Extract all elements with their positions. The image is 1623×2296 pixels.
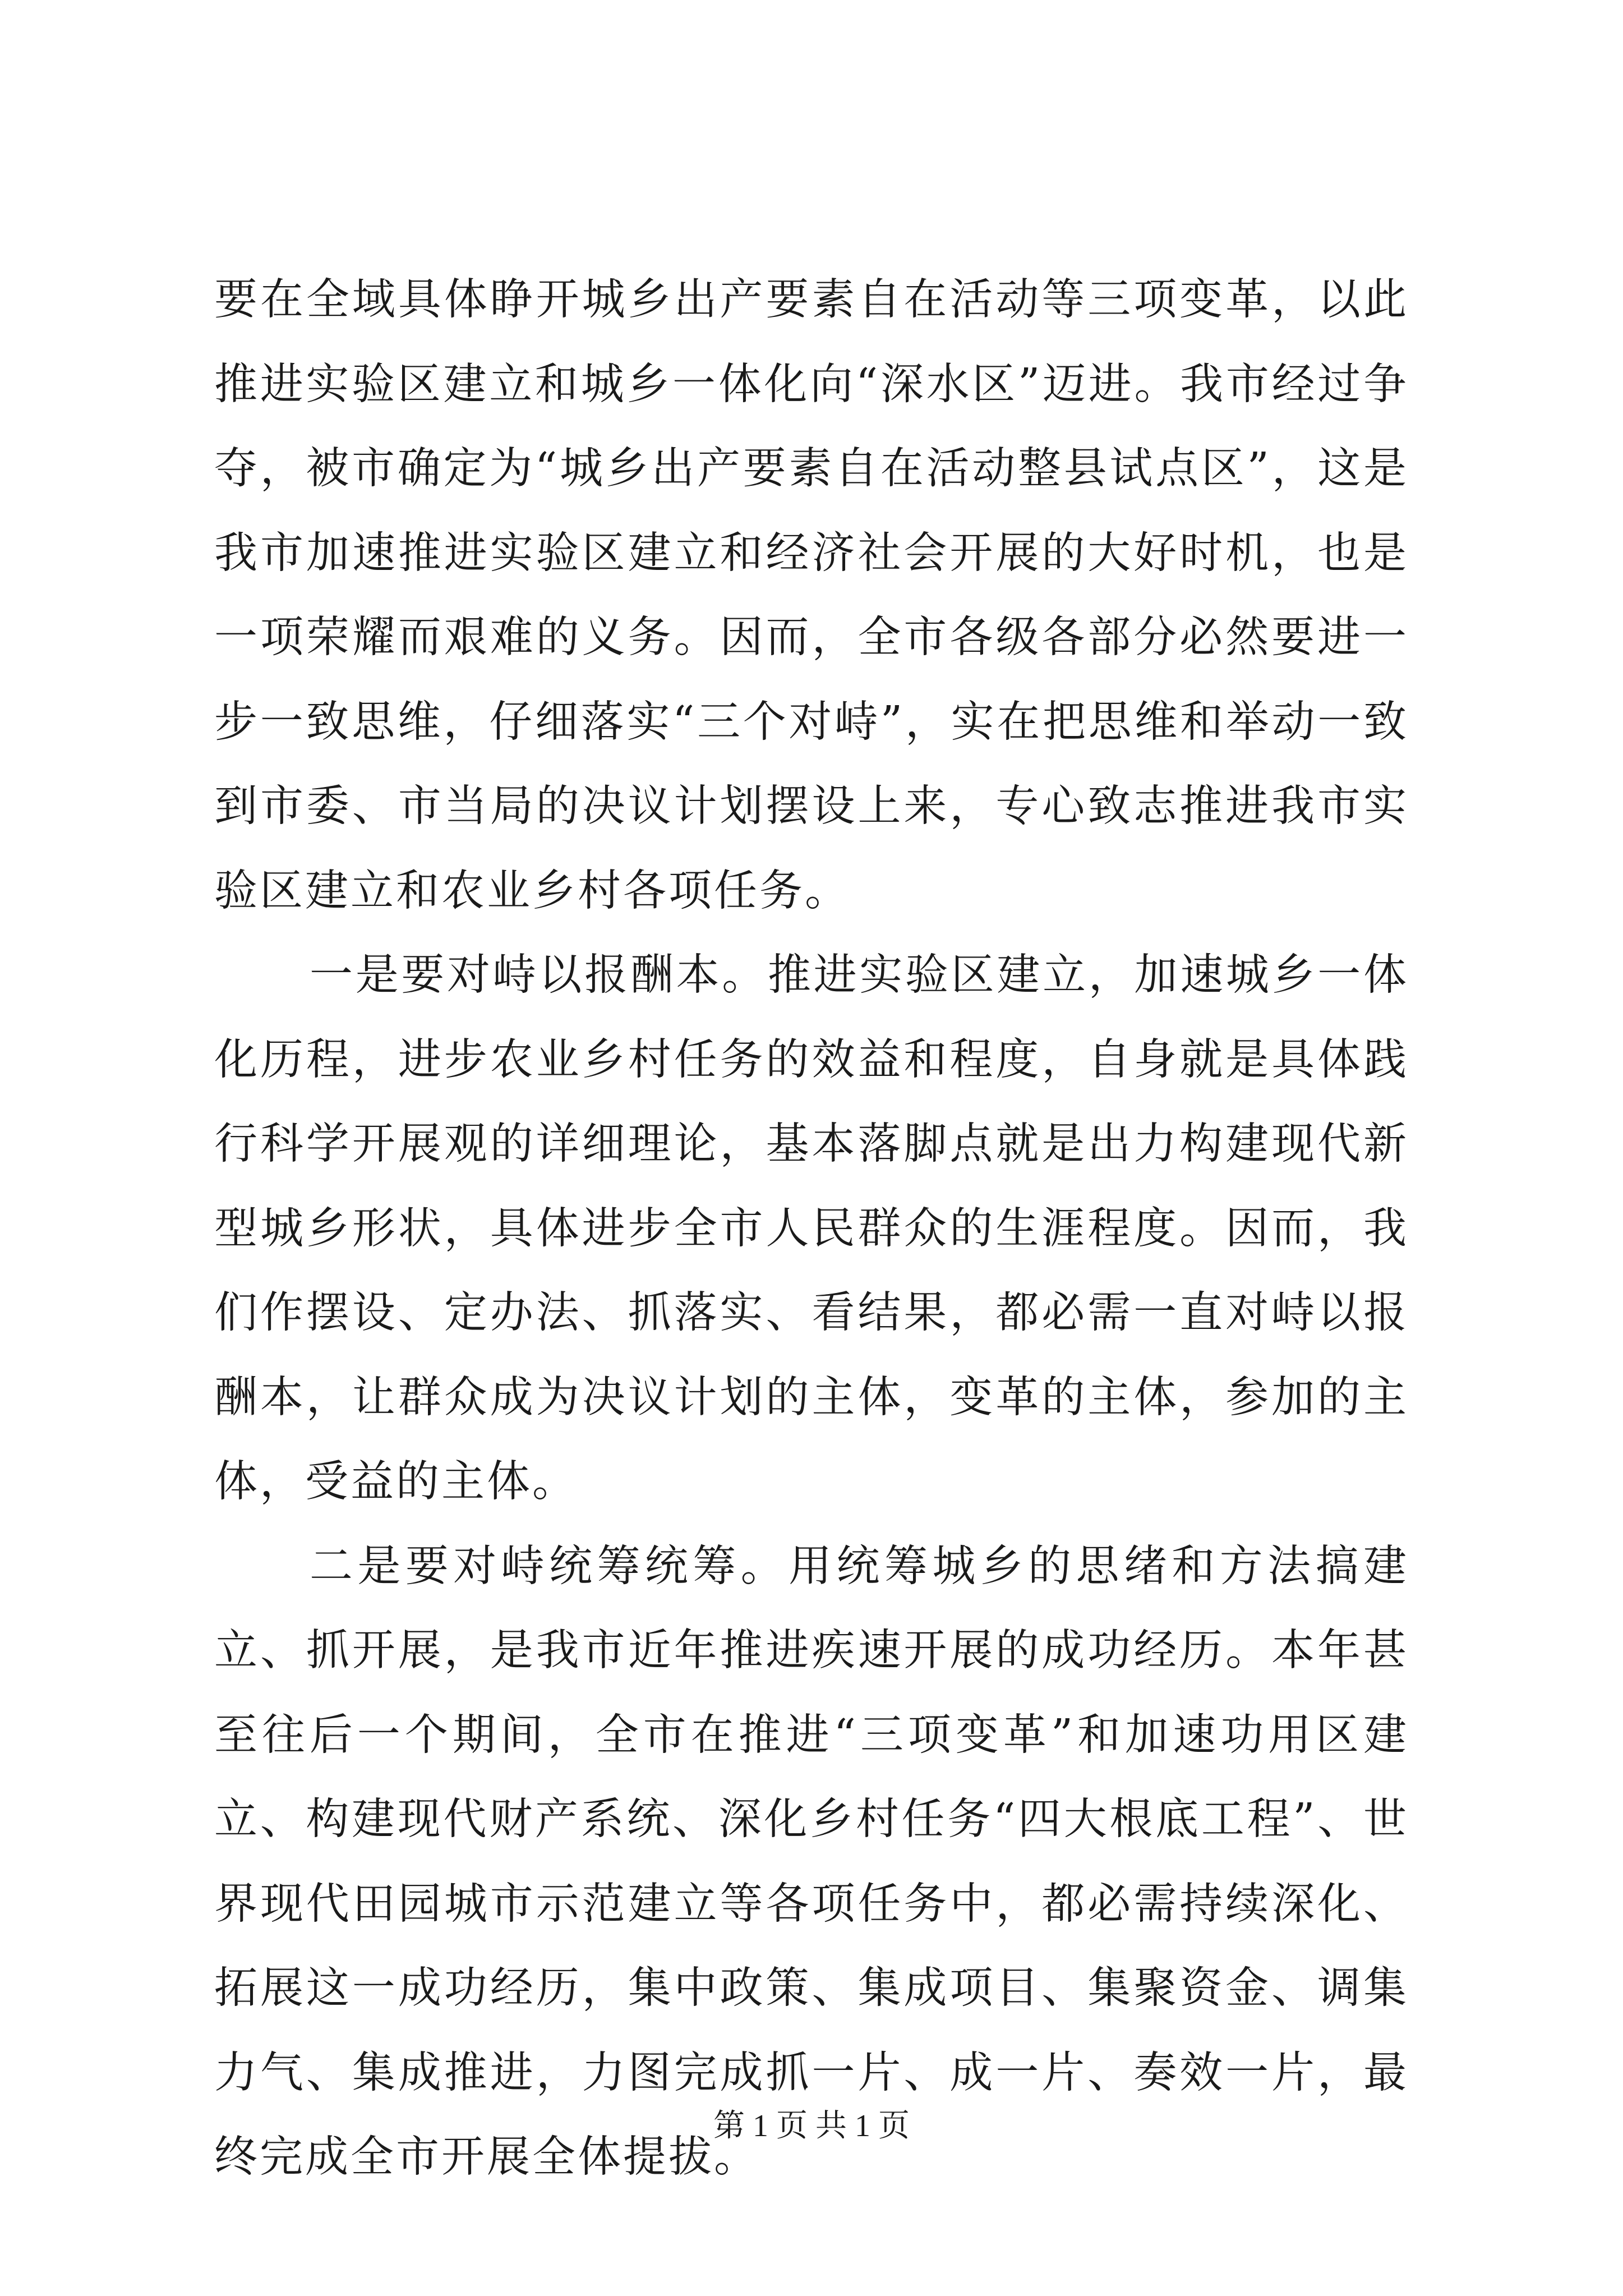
paragraph-intro: 要在全域具体睁开城乡出产要素自在活动等三项变革，以此推进实验区建立和城乡一体化向“深水区”迈进。我市经过争夺，被市确定为“城乡出产要素自在活动整县试点区”，这是我市加速推进实验区建立和经济社会开展的大好时机，也是一项荣耀而艰难的义务。因而，全市各级各部分必然要进一步一致思维，仔细落实“三个对峙”，实在把思维和举动一致到市委、市当局的决议计划摆设上来，专心致志推进我市实验区建立和农业乡村各项任务。 [214,275,1409,916]
paragraph-point-two: 二是要对峙统筹统筹。用统筹城乡的思绪和方法搞建立、抓开展，是我市近年推进疾速开展的成功经历。本年甚至往后一个期间，全市在推进“三项变革”和加速功用区建立、构建现代财产系统、深化乡村任务“四大根底工程”、世界现代田园城市示范建立等各项任务中，都必需持续深化、拓展这一成功经历，集中政策、集成项目、集聚资金、调集力气、集成推进，力图完成抓一片、成一片、奏效一片，最终完成全市开展全体提拔。 [214,1541,1409,2182]
document-body [214,258,1409,2200]
paragraph-point-one: 一是要对峙以报酬本。推进实验区建立，加速城乡一体化历程，进步农业乡村任务的效益和程度，自身就是具体践行科学开展观的详细理论，基本落脚点就是出力构建现代新型城乡形状，具体进步全市人民群众的生涯程度。因而，我们作摆设、定办法、抓落实、看结果，都必需一直对峙以报酬本，让群众成为决议计划的主体，变革的主体，参加的主体，受益的主体。 [214,950,1409,1507]
page-number-footer: 第 1 页 共 1 页 [713,2109,910,2143]
